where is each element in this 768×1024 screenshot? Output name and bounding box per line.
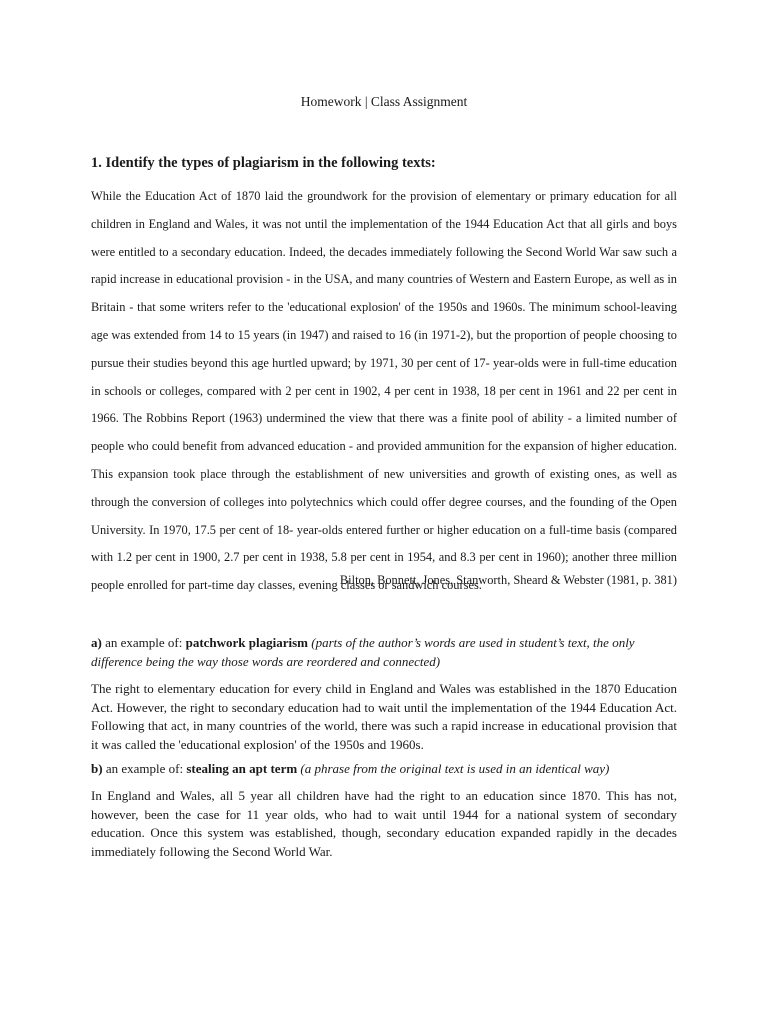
example-a-text: The right to elementary education for every child in England and Wales was established in the 1870 Education Act. However, the right to secondary education had to wait until the implementation of the 1944 Education Act. Following that act, in many countries of the world, there was such a rapid increase in educational provision that it was called the 'educational explosion' of the 1950s and 1960s. [91,681,677,752]
question-heading: 1. Identify the types of plagiarism in the following texts: [91,155,436,171]
source-citation: Bilton, Bonnett, Jones, Stanworth, Sheard & Webster (1981, p. 381) [339,573,677,587]
example-b-description: (a phrase from the original text is used in an identical way) [297,761,610,776]
example-a-term: patchwork plagiarism [185,635,309,650]
example-b-marker: b) [91,761,103,776]
example-a-description: (parts of the author’s words are used in student’s text, the only difference being the way those words are reordered and connected) [91,635,635,669]
source-paragraph: While the Education Act of 1870 laid the groundwork for the provision of elementary or primary education for all children in England and Wales, it was not until the implementation of the 1944 Education Act that all girls and boys were entitled to a secondary education. Indeed, the decades immediately following the Second World War saw such a rapid increase in educational provision - in the USA, and many countries of Western and Eastern Europe, as well as in Britain - that some writers refer to the 'educational explosion' of the 1950s and 1960s. The minimum school-leaving age was extended from 14 to 15 years (in 1947) and raised to 16 (in 1971-2), but the proportion of people choosing to pursue their studies beyond this age hurtled upward; by 1971, 30 per cent of 17- year-olds were in full-time education in schools or colleges, compared with 2 per cent in 1902, 4 per cent in 1938, 18 per cent in 1961 and 22 per cent in 1966. The Robbins Report (1963) undermined the view that there was a finite pool of ability - a limited number of people who could benefit from advanced education - and provided ammunition for the expansion of higher education. This expansion took place through the establishment of new universities and growth of existing ones, as well as through the conversion of colleges into polytechnics which could offer degree courses, and the founding of the Open University. In 1970, 17.5 per cent of 18- year-olds entered further or higher education on a full-time basis (compared with 1.2 per cent in 1900, 2.7 per cent in 1938, 5.8 per cent in 1954, and 8.3 per cent in 1960); another three million people enrolled for part-time day classes, evening classes or sandwich courses. [91,189,677,593]
example-a-prefix: an example of: [101,635,186,650]
example-b-prefix: an example of: [102,761,187,776]
example-a-marker: a) [91,635,102,650]
example-b-text: In England and Wales, all 5 year all children have had the right to an education since 1870. This has not, however, been the case for 11 year olds, who had to wait until 1944 for a national system of secondary education. Once this system was established, though, secondary education expanded rapidly in the decades immediately following the Second World War. [91,788,677,859]
example-b-term: stealing an apt term [186,761,298,776]
example-a-heading [91,633,677,671]
example-b-heading [91,759,677,778]
document-title: Homework | Class Assignment [300,94,468,109]
